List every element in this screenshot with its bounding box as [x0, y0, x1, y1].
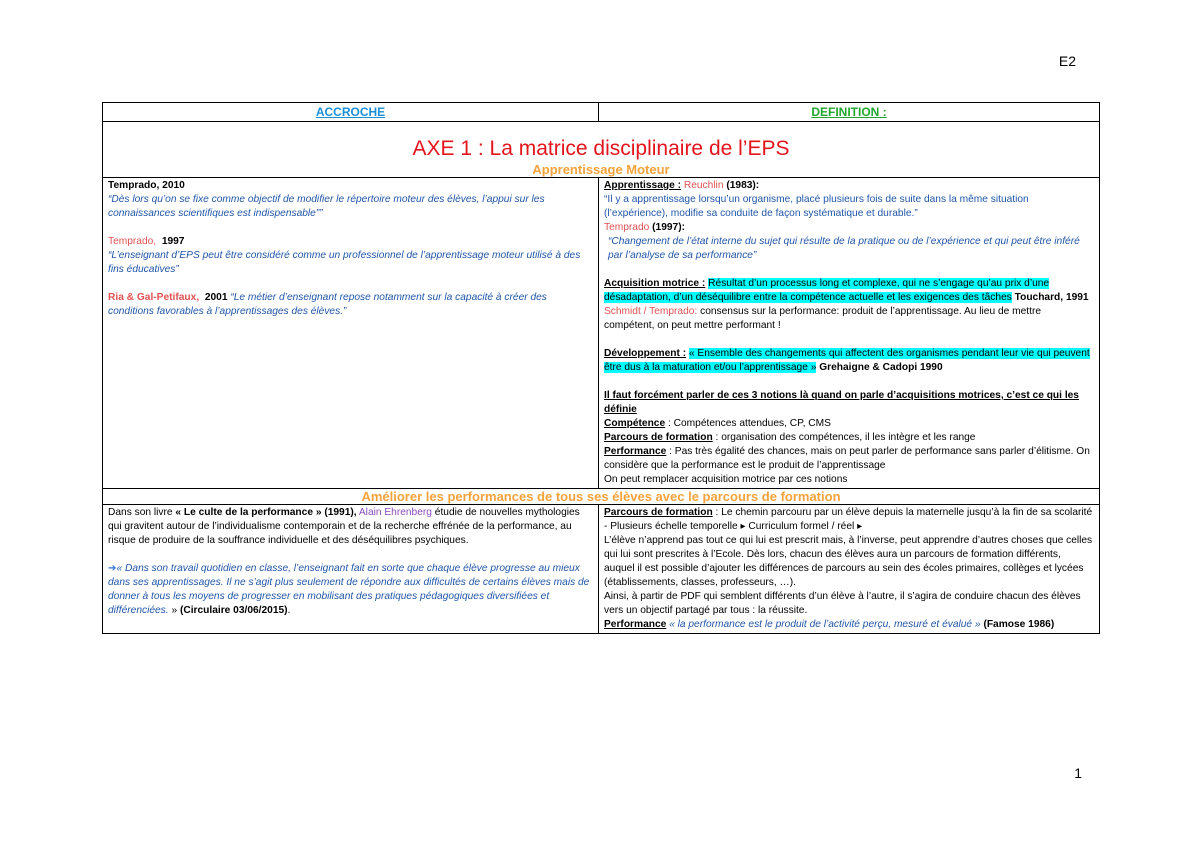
page-number: 1	[1074, 765, 1082, 781]
circulaire-paragraph	[108, 562, 593, 618]
quote3-year: 2001	[204, 292, 228, 303]
acquisition-paragraph	[604, 277, 1094, 305]
ehrenberg-author: Alain Ehrenberg	[358, 507, 432, 518]
reuchlin-author: Reuchlin	[683, 180, 724, 191]
performance-text: : Pas très égalité des chances, mais on peut parler de performance sans parler d’élitisme. On considère que la performance est le produit de l’apprentissage	[604, 446, 1090, 471]
temprado-quote: “Changement de l’état interne du sujet qui résulte de la pratique ou de l’expérience et qui peut être inféré par l’analyse de sa performance”	[608, 236, 1080, 261]
parcours2-text3: Ainsi, à partir de PDF qui semblent différents d’un élève à l’autre, il s’agira de conduire chacun des élèves vers un objectif partagé par tous : la réussite.	[604, 591, 1081, 616]
quote2-year: 1997	[161, 236, 185, 247]
acquisition-label: Acquisition motrice :	[604, 278, 706, 289]
ehrenberg-intro: Dans son livre	[108, 507, 173, 518]
circulaire-ref: (Circulaire 03/06/2015)	[179, 605, 288, 616]
section2-row	[103, 505, 1100, 634]
ehrenberg-paragraph	[108, 506, 593, 548]
apprentissage-label: Apprentissage :	[604, 180, 681, 191]
quote1-author: Temprado, 2010	[108, 180, 185, 191]
quote2-text: “L’enseignant d’EPS peut être considéré comme un professionnel de l’apprentissage moteur utilisé à des fins éducatives”	[108, 250, 581, 275]
section2-definition-cell	[599, 505, 1100, 634]
acquisition-text: Résultat d’un processus long et complexe, qui ne s’engage qu’au prix d’une désadaptation, d’un déséquilibre entre la compétence actuelle et les exigences des tâches	[604, 278, 1050, 303]
performance-line	[604, 445, 1094, 473]
apprentissage-def-heading	[604, 179, 1094, 193]
performance2-label: Performance	[604, 619, 667, 630]
reuchlin-quote: “Il y a apprentissage lorsqu’un organisme, placé plusieurs fois de suite dans la même situation (l’expérience), modifie sa conduite de façon systématique et durable.”	[604, 194, 1029, 219]
parcours2-label: Parcours de formation	[604, 507, 713, 518]
competence-line	[604, 417, 1094, 431]
parcours-label: Parcours de formation	[604, 432, 713, 443]
performance2-ref: (Famose 1986)	[983, 619, 1055, 630]
arrow-right-icon: ➔	[108, 563, 117, 574]
quote3-author: Ria & Gal-Petifaux,	[108, 292, 200, 303]
reuchlin-year: (1983):	[726, 180, 760, 191]
developpement-paragraph	[604, 347, 1094, 375]
performance2-paragraph	[604, 618, 1094, 632]
section-title-parcours: Améliorer les performances de tous ses élèves avec le parcours de formation	[103, 489, 1100, 505]
section1-row	[103, 178, 1100, 489]
ehrenberg-book: « Le culte de la performance »	[175, 507, 322, 518]
col-accroche-header: ACCROCHE	[103, 103, 599, 122]
schmidt-author: Schmidt / Temprado:	[604, 306, 698, 317]
quote3-text: “Le métier d’enseignant repose notamment sur la capacité à créer des conditions favorables à l’apprentissages des élèves.”	[108, 292, 547, 317]
developpement-ref: Grehaigne & Cadopi 1990	[819, 362, 943, 373]
course-table	[102, 102, 1100, 634]
performance-label: Performance	[604, 446, 667, 457]
section1-accroche-cell	[103, 178, 599, 489]
ehrenberg-year: (1991),	[324, 507, 357, 518]
parcours2-text1: : Le chemin parcouru par un élève depuis la maternelle jusqu’à la fin de sa scolarité - Plusieurs échelle temporelle ▸ Curriculum formel / réel ▸	[604, 507, 1093, 532]
col-definition-header: DEFINITION :	[599, 103, 1100, 122]
temprado-def-heading	[604, 221, 1094, 235]
developpement-label: Développement :	[604, 348, 687, 359]
ehrenberg-text: étudie de nouvelles mythologies qui gravitent autour de l’individualisme contemporain et de la recherche effrénée de la performance, au risque de produire de la souffrance individuelle et des déséquilibres psychiques.	[108, 507, 580, 546]
quote1-text: “Dès lors qu’on se fixe comme objectif de modifier le répertoire moteur des élèves, l’appui sur les connaissances scientifiques est indispensable””	[108, 194, 545, 219]
performance-note: On peut remplacer acquisition motrice par ces notions	[604, 474, 848, 485]
parcours-line	[604, 431, 1094, 445]
schmidt-paragraph	[604, 305, 1094, 333]
developpement-text: « Ensemble des changements qui affectent des organismes pendant leur vie qui peuvent être dus à la maturation et/ou l’apprentissage »	[604, 348, 1090, 373]
competence-label: Compétence	[604, 418, 666, 429]
parcours2-text2: L’élève n’apprend pas tout ce qui lui est prescrit mais, à l’inverse, peut apprendre d’autres choses que celles qui lui sont prescrites à l’Ecole. Dès lors, chacun des élèves aura un parcours de formation différents, auquel il est possible d’ajouter les différences de parcours au sein des écoles primaires, collèges et lycées (établissements, classes, professeurs, …).	[604, 535, 1093, 588]
column-header-row	[103, 103, 1100, 122]
competence-text: : Compétences attendues, CP, CMS	[667, 418, 831, 429]
page-header-code: E2	[1058, 53, 1076, 69]
section-title-apprentissage: Apprentissage Moteur	[103, 162, 1100, 178]
circulaire-quote-end: »	[171, 605, 178, 616]
quote2-author: Temprado,	[108, 236, 157, 247]
quote3-paragraph	[108, 291, 593, 319]
parcours-text: : organisation des compétences, il les intègre et les range	[715, 432, 976, 443]
quote2-source	[108, 235, 593, 249]
temprado-author: Temprado	[604, 222, 650, 233]
parcours2-paragraph	[604, 506, 1094, 534]
acquisition-ref: Touchard, 1991	[1014, 292, 1089, 303]
temprado-year: (1997):	[652, 222, 685, 233]
section1-definition-cell	[599, 178, 1100, 489]
circulaire-ref-end: .	[287, 605, 291, 616]
notions-title: Il faut forcément parler de ces 3 notions là quand on parle d’acquisitions motrices, c’est ce qui les définie	[604, 390, 1079, 415]
schmidt-text: consensus sur la performance: produit de l’apprentissage. Au lieu de mettre compétent, on peut mettre performant !	[604, 306, 1042, 331]
circulaire-quote: « Dans son travail quotidien en classe, l’enseignant fait en sorte que chaque élève progresse au mieux dans ses apprentissages. Il ne s’agit plus seulement de répondre aux difficultés de certains élèves mais de donner à tous les moyens de progresser en mobilisant des pratiques pédagogiques diversifiées et différenciées.	[108, 563, 590, 616]
performance2-quote: « la performance est le produit de l’activité perçu, mesuré et évalué »	[669, 619, 981, 630]
axe-title: AXE 1 : La matrice disciplinaire de l’EPS	[103, 122, 1100, 163]
section2-accroche-cell	[103, 505, 599, 634]
